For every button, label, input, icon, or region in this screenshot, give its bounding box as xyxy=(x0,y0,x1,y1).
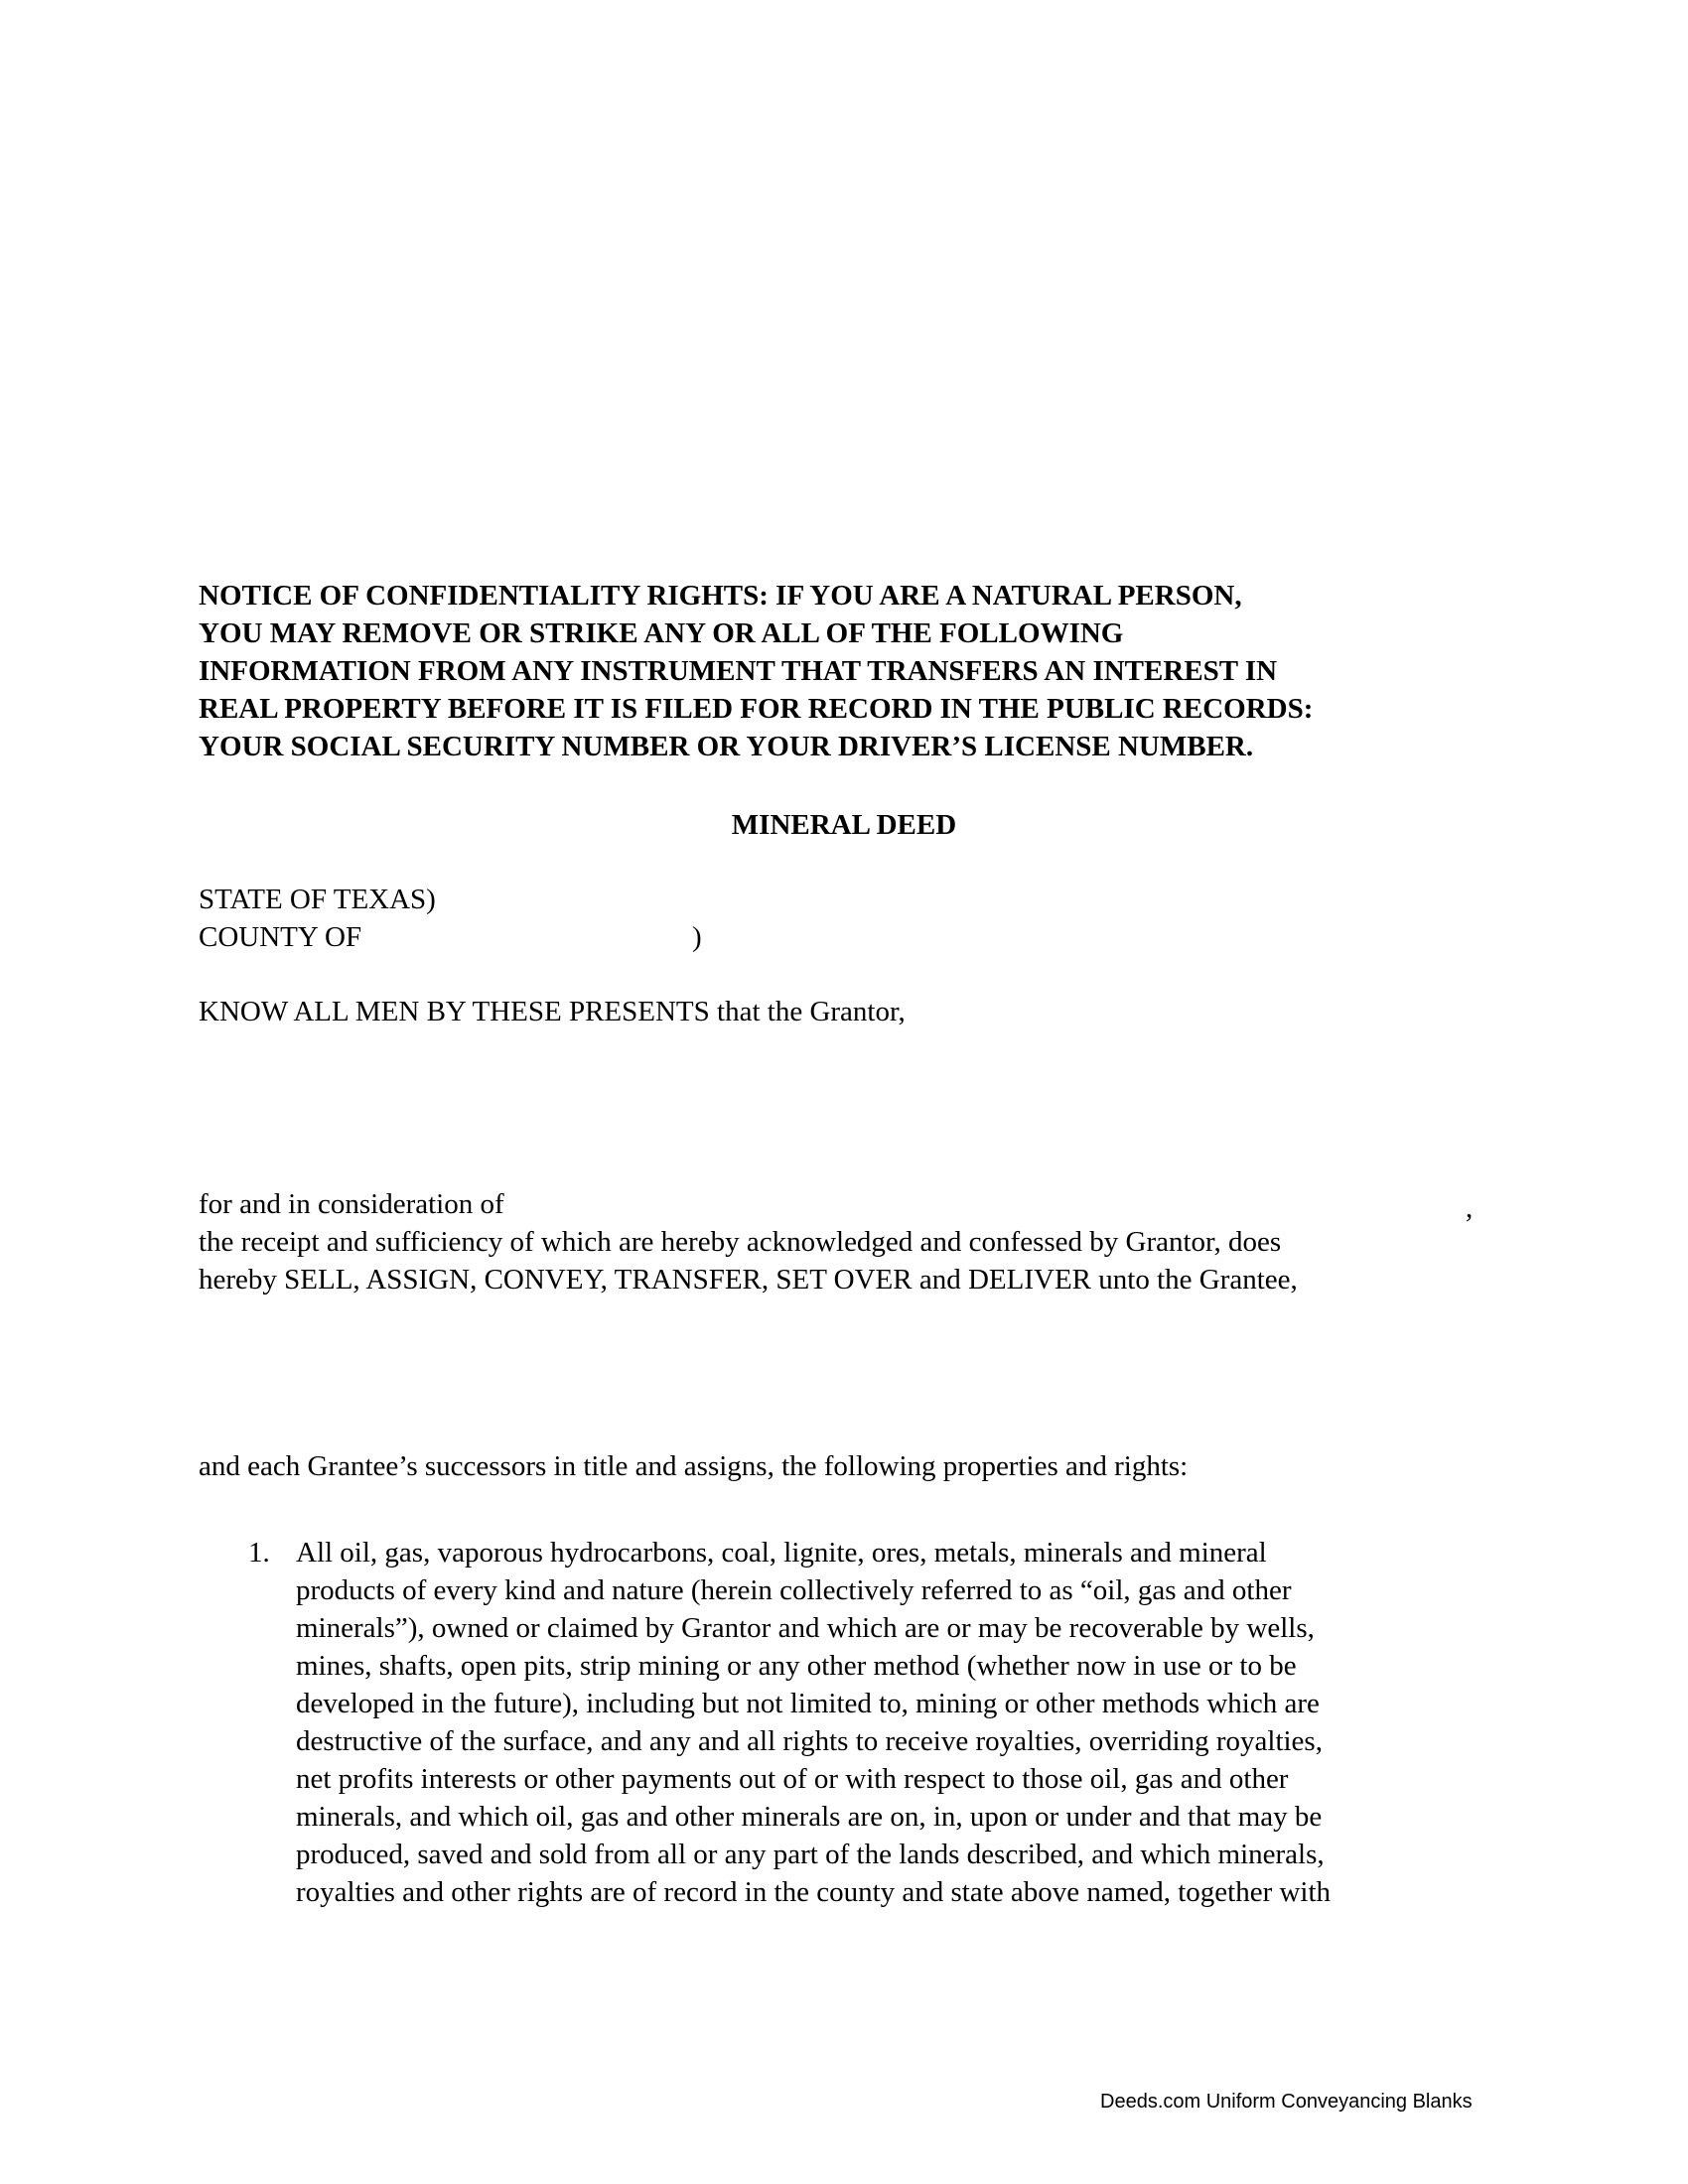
list-item-line: minerals”), owned or claimed by Grantor and which are or may be recoverable by wells, xyxy=(296,1612,1315,1644)
document-title: MINERAL DEED xyxy=(731,809,957,841)
list-item-line: net profits interests or other payments out of or with respect to those oil, gas and other xyxy=(296,1763,1289,1795)
list-item-line: developed in the future), including but not limited to, mining or other methods which are xyxy=(296,1688,1320,1719)
list-item-line: minerals, and which oil, gas and other minerals are on, in, upon or under and that may be xyxy=(296,1801,1323,1833)
list-item-line: produced, saved and sold from all or any part of the lands described, and which minerals, xyxy=(296,1839,1325,1870)
venue-county-paren: ) xyxy=(692,921,702,953)
list-item-line: royalties and other rights are of record in the county and state above named, together with xyxy=(296,1876,1332,1908)
list-item-number: 1. xyxy=(248,1537,270,1569)
consideration-comma: , xyxy=(1466,1192,1474,1224)
list-item xyxy=(296,1534,1507,1911)
consideration-clause: for and in consideration of xyxy=(199,1188,504,1220)
notice-line: YOUR SOCIAL SECURITY NUMBER OR YOUR DRIVER’S LICENSE NUMBER. xyxy=(199,731,1254,762)
notice-line: REAL PROPERTY BEFORE IT IS FILED FOR RECORD IN THE PUBLIC RECORDS: xyxy=(199,693,1314,725)
list-item-line: destructive of the surface, and any and all rights to receive royalties, overriding royalties, xyxy=(296,1725,1323,1757)
confidentiality-notice xyxy=(199,577,1489,765)
receipt-clause: the receipt and sufficiency of which are hereby acknowledged and confessed by Grantor, does xyxy=(199,1226,1282,1258)
venue-state: STATE OF TEXAS) xyxy=(199,884,436,915)
list-item-line: mines, shafts, open pits, strip mining or any other method (whether now in use or to be xyxy=(296,1650,1297,1682)
notice-line: NOTICE OF CONFIDENTIALITY RIGHTS: IF YOU ARE A NATURAL PERSON, xyxy=(199,580,1242,612)
list-item-line: products of every kind and nature (herein collectively referred to as “oil, gas and other xyxy=(296,1574,1292,1606)
successors-clause: and each Grantee’s successors in title and assigns, the following properties and rights: xyxy=(199,1450,1189,1482)
notice-line: YOU MAY REMOVE OR STRIKE ANY OR ALL OF THE FOLLOWING xyxy=(199,617,1124,649)
venue-county-label: COUNTY OF xyxy=(199,921,362,953)
know-all-men-clause: KNOW ALL MEN BY THESE PRESENTS that the Grantor, xyxy=(199,996,906,1027)
list-item-line: All oil, gas, vaporous hydrocarbons, coal, lignite, ores, metals, minerals and mineral xyxy=(296,1537,1267,1569)
conveyance-clause: hereby SELL, ASSIGN, CONVEY, TRANSFER, SET OVER and DELIVER unto the Grantee, xyxy=(199,1264,1298,1296)
notice-line: INFORMATION FROM ANY INSTRUMENT THAT TRANSFERS AN INTEREST IN xyxy=(199,655,1278,687)
page-footer: Deeds.com Uniform Conveyancing Blanks xyxy=(1100,2091,1473,2113)
